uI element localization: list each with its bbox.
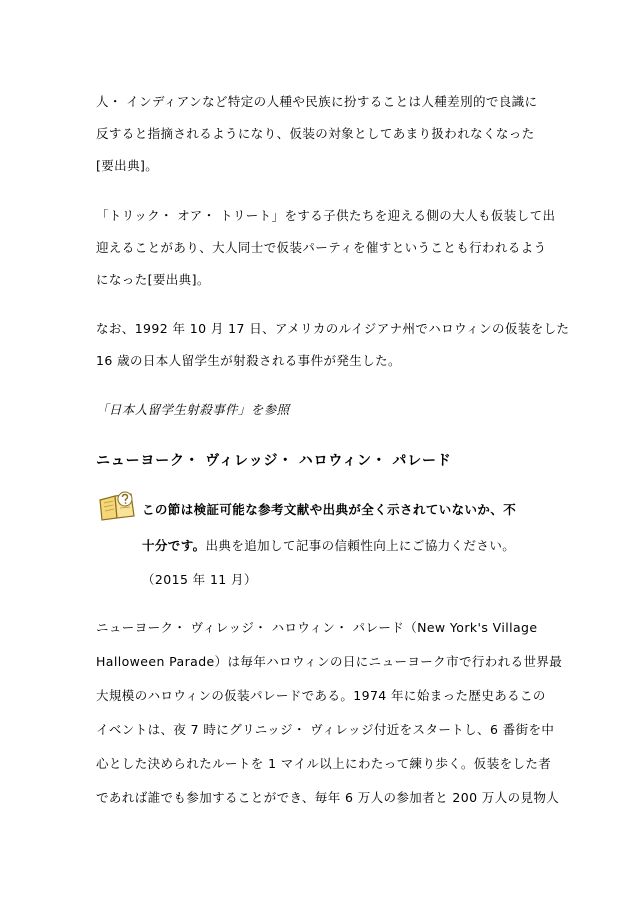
paragraph-2-line-3: になった[要出典]。 (96, 272, 210, 287)
paragraph-4-line-5: 心とした決められたルートを 1 マイル以上にわたって練り歩く。仮装をした者 (96, 756, 552, 771)
paragraph-3-line-2: 16 歳の日本人留学生が射殺される事件が発生した。 (96, 353, 401, 368)
paragraph-4-line-6: であれば誰でも参加することができ、毎年 6 万人の参加者と 200 万人の見物人 (96, 790, 560, 805)
book-question-icon (98, 490, 136, 522)
paragraph-4-line-3: 大規模のハロウィンの仮装パレードである。1974 年に始まった歴史あるこの (96, 688, 546, 703)
paragraph-1-line-2: 反すると指摘されるようになり、仮装の対象としてあまり扱われなくなった (96, 126, 535, 141)
paragraph-2-line-2: 迎えることがあり、大人同士で仮装パーティを催すということも行われるよう (96, 240, 547, 255)
paragraph-2-line-1: 「トリック・ オア・ トリート」をする子供たちを迎える側の大人も仮装して出 (96, 208, 556, 223)
paragraph-4-line-4: イベントは、夜 7 時にグリニッジ・ ヴィレッジ付近をスタートし、6 番街を中 (96, 722, 555, 737)
paragraph-4-line-2: Halloween Parade）は毎年ハロウィンの日にニューヨーク市で行われる世界最 (96, 654, 563, 669)
section-heading: ニューヨーク・ ヴィレッジ・ ハロウィン・ パレード (96, 453, 452, 469)
paragraph-4-line-1: ニューヨーク・ ヴィレッジ・ ハロウィン・ パレード（New York's Village (96, 620, 538, 635)
paragraph-3-line-1: なお、1992 年 10 月 17 日、アメリカのルイジアナ州でハロウィンの仮装をした (96, 321, 570, 336)
notice-normal-line-2: 出典を追加して記事の信頼性向上にご協力ください。 (205, 538, 516, 553)
paragraph-1-line-1: 人・ インディアンなど特定の人種や民族に扮することは人種差別的で良識に (96, 94, 538, 109)
notice-bold-line-1: この節は検証可能な参考文献や出典が全く示されていないか、不 (142, 502, 517, 517)
notice-bold-line-2: 十分です。 (142, 538, 206, 553)
notice-line-2 (142, 538, 515, 554)
paragraph-1-line-3: [要出典]。 (96, 158, 159, 173)
see-also-link[interactable]: 「日本人留学生射殺事件」を参照 (96, 402, 290, 417)
notice-date: （2015 年 11 月） (142, 572, 257, 587)
